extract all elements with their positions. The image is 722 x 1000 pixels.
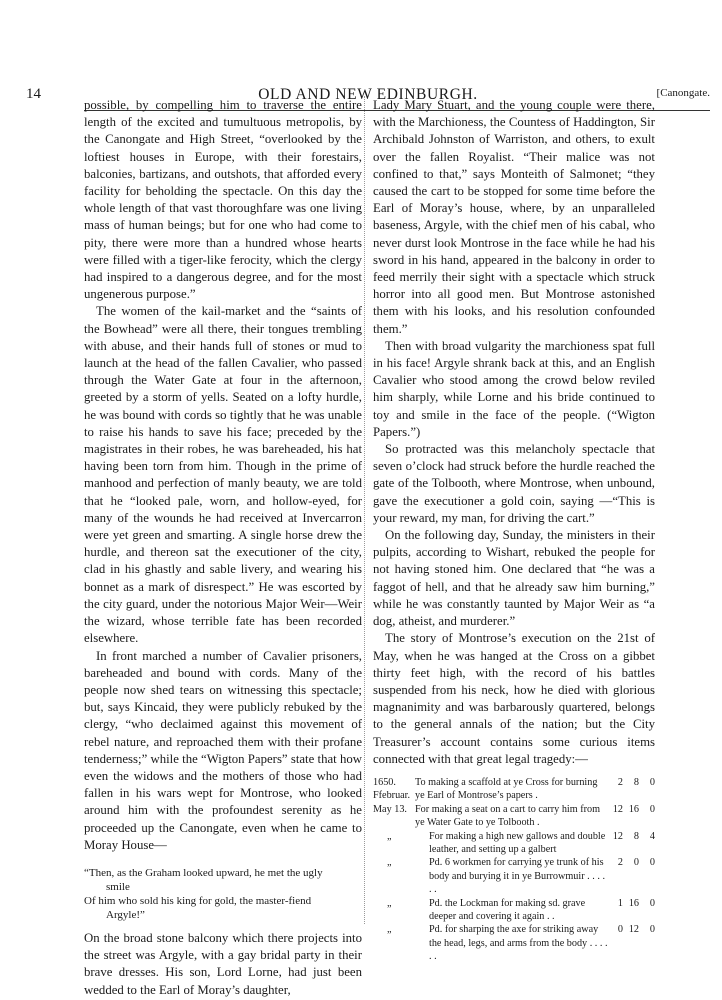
pence: 0 — [649, 776, 655, 788]
ledger-desc: Pd. the Lockman for making sd. grave deeper and covering it again . . — [429, 897, 586, 922]
ledger-date: „ — [387, 857, 392, 869]
paragraph: The story of Montrose’s execution on the 21st of May, when he was hanged at the Cross on a gibbet thirty feet high, with the record of his battles suspended from his neck, how he died with glorious magnanimity and was barbarously quartered, belongs to the general annals of the nation; but the City Treasurer’s account contains some curious items connected with that great legal tragedy:— — [373, 631, 655, 766]
paragraph: So protracted was this melancholy spectacle that seven o’clock had struck before the hurdle reached the gate of the Tolbooth, where Montrose, when unbound, gave the executioner a gold coin, saying —“This is your reward, my man, for driving the cart.” — [373, 442, 655, 525]
shillings: 0 — [633, 857, 639, 869]
paragraph: In front marched a number of Cavalier prisoners, bareheaded and bound with cords. Many of the people now shed tears on witnessing this spectacle; but, says Kincaid, they were publicly rebuked by the clergy, “who declaimed against this movement of rebel nature, and reproached them with their profane tenderness;” while the “Wigton Papers” state that how even the widows and the mothers of those who had fallen in his wars wept for Montrose, who looked around him with the profoundest serenity as he proceeded up the Canongate, even when he came to Moray House— — [84, 648, 362, 852]
pounds: 1 — [617, 897, 623, 909]
ledger-row — [373, 856, 655, 896]
pounds: 12 — [612, 803, 623, 815]
pence: 0 — [649, 924, 655, 936]
pounds: 12 — [612, 830, 623, 842]
pounds: 2 — [617, 857, 623, 869]
ledger-amount — [609, 856, 655, 896]
left-column — [84, 97, 362, 999]
ledger-desc: For making a high new gallows and double leather, and setting up a galbert — [429, 830, 606, 855]
verse-quote — [84, 866, 362, 922]
ledger-amount — [609, 923, 655, 963]
shillings: 8 — [633, 776, 639, 788]
ledger-row — [373, 923, 655, 963]
ledger-row — [373, 830, 655, 857]
verse-line: smile — [106, 880, 130, 893]
paragraph: Then with broad vulgarity the marchioness spat full in his face! Argyle shrank back at this, and an English Cavalier who stood among the crowd below reviled him sharply, while Lorne and his bride continued to toy and smile in the face of the people. (“Wigton Papers.”) — [373, 338, 655, 439]
ledger-desc: Pd. 6 workmen for carrying ye trunk of his body and burying it in ye Burrowmuir . . . . . . — [429, 857, 605, 896]
ledger-row — [373, 803, 655, 830]
ledger-row — [373, 897, 655, 924]
ledger-amount — [609, 897, 655, 924]
shillings: 16 — [628, 897, 639, 909]
ledger-desc: For making a seat on a cart to carry him from ye Water Gate to ye Tolbooth . — [415, 803, 601, 829]
running-title: OLD AND NEW EDINBURGH. — [258, 86, 478, 103]
pounds: 2 — [617, 776, 623, 788]
ledger-date: 1650. Ffebruar. — [373, 776, 411, 802]
column-divider — [364, 96, 365, 924]
paragraph: On the following day, Sunday, the ministers in their pulpits, according to Wishart, rebuked the people for not having stoned him. One declared that “he was a faggot of hell, and that he already saw him burning,” while he was constantly taunted by Major Weir as “a dog, atheist, and murderer.” — [373, 528, 655, 629]
ledger-desc: To making a scaffold at ye Cross for burning ye Earl of Montrose’s papers . — [415, 776, 598, 802]
shillings: 16 — [628, 803, 639, 815]
pence: 4 — [649, 830, 655, 842]
paragraph: Lady Mary Stuart, and the young couple were there, with the Marchioness, the Countess of Haddington, Sir Archibald Johnston of Warriston, and others, to exult over the fallen Royalist. “Their malice was not confined to that,” says Monteith of Salmonet; “they caused the cart to be stopped for some time before the Earl of Moray’s house, where, by an unparalleled baseness, Argyle, with the chief men of his cabal, who never durst look Montrose in the face while he had his sword in his hand, appeared in the balcony in order to feed merrily their sight with a spectacle which struck horror into all good men. But Montrose astonished them with his looks, and his resolution confounded them.” — [373, 98, 655, 336]
ledger-amount — [609, 803, 655, 830]
verse-line: Argyle!” — [106, 908, 145, 921]
ledger-date: „ — [387, 830, 392, 842]
right-column — [373, 97, 655, 964]
pence: 0 — [649, 857, 655, 869]
verse-line: “Then, as the Graham looked upward, he met the ugly — [84, 866, 323, 879]
pence: 0 — [649, 803, 655, 815]
ledger-date: „ — [387, 924, 392, 936]
ledger-desc: Pd. for sharping the axe for striking away the head, legs, and arms from the body . . . . . . — [429, 924, 608, 963]
section-tag: [Canongate. — [656, 87, 710, 99]
paragraph: On the broad stone balcony which there projects into the street was Argyle, with a gay bridal party in their brave dresses. His son, Lord Lorne, had just been wedded to the Earl of Moray’s daughter, — [84, 930, 362, 997]
page-number: 14 — [26, 86, 41, 102]
ledger-date: May 13. — [373, 803, 407, 815]
pence: 0 — [649, 897, 655, 909]
shillings: 12 — [628, 924, 639, 936]
ledger-amount — [609, 776, 655, 803]
verse-line: Of him who sold his king for gold, the master-fiend — [84, 894, 312, 907]
ledger-row — [373, 776, 655, 803]
ledger-amount — [609, 830, 655, 857]
paragraph: possible, by compelling him to traverse the entire length of the excited and tumultuous metropolis, by the Canongate and High Street, “overlooked by the loftiest houses in Europe, with their forestairs, balconies, bartizans, and outshots, that afforded every facility for beholding the spectacle. On this day the whole length of that vast thoroughfare was one living mass of human beings; but for one who had come to pity, there were more than a hundred whose hearts were filled with a tiger-like ferocity, which the clergy had inspired to a dangerous degree, and for the most ungenerous purpose.” — [84, 98, 362, 302]
ledger-date: „ — [387, 897, 392, 909]
paragraph: The women of the kail-market and the “saints of the Bowhead” were all there, their tongues trembling with abuse, and their hands full of stones or mud to launch at the head of the fallen Cavalier, who passed through the Water Gate at four in the afternoon, greeted by a storm of yells. Seated on a lofty hurdle, he was bound with cords so tightly that he was unable to raise his hands to save his face; preceded by the magistrates in their robes, he was bareheaded, his hat having been torn from him. Though in the prime of manhood and perfection of manly beauty, we are told that he “looked pale, worn, and hollow-eyed, for many of the wounds he had received at Invercarron were yet green and smarting. A single horse drew the hurdle, and thereon sat the executioner of the city, clad in his ghastly and sable livery, and wearing his bonnet as a mark of disrespect.” He was escorted by the city guard, under the notorious Major Weir—Weir the wizard, whose terrible fate has been recorded elsewhere. — [84, 304, 362, 646]
pounds: 0 — [617, 924, 623, 936]
treasurer-account — [373, 776, 655, 964]
shillings: 8 — [633, 830, 639, 842]
